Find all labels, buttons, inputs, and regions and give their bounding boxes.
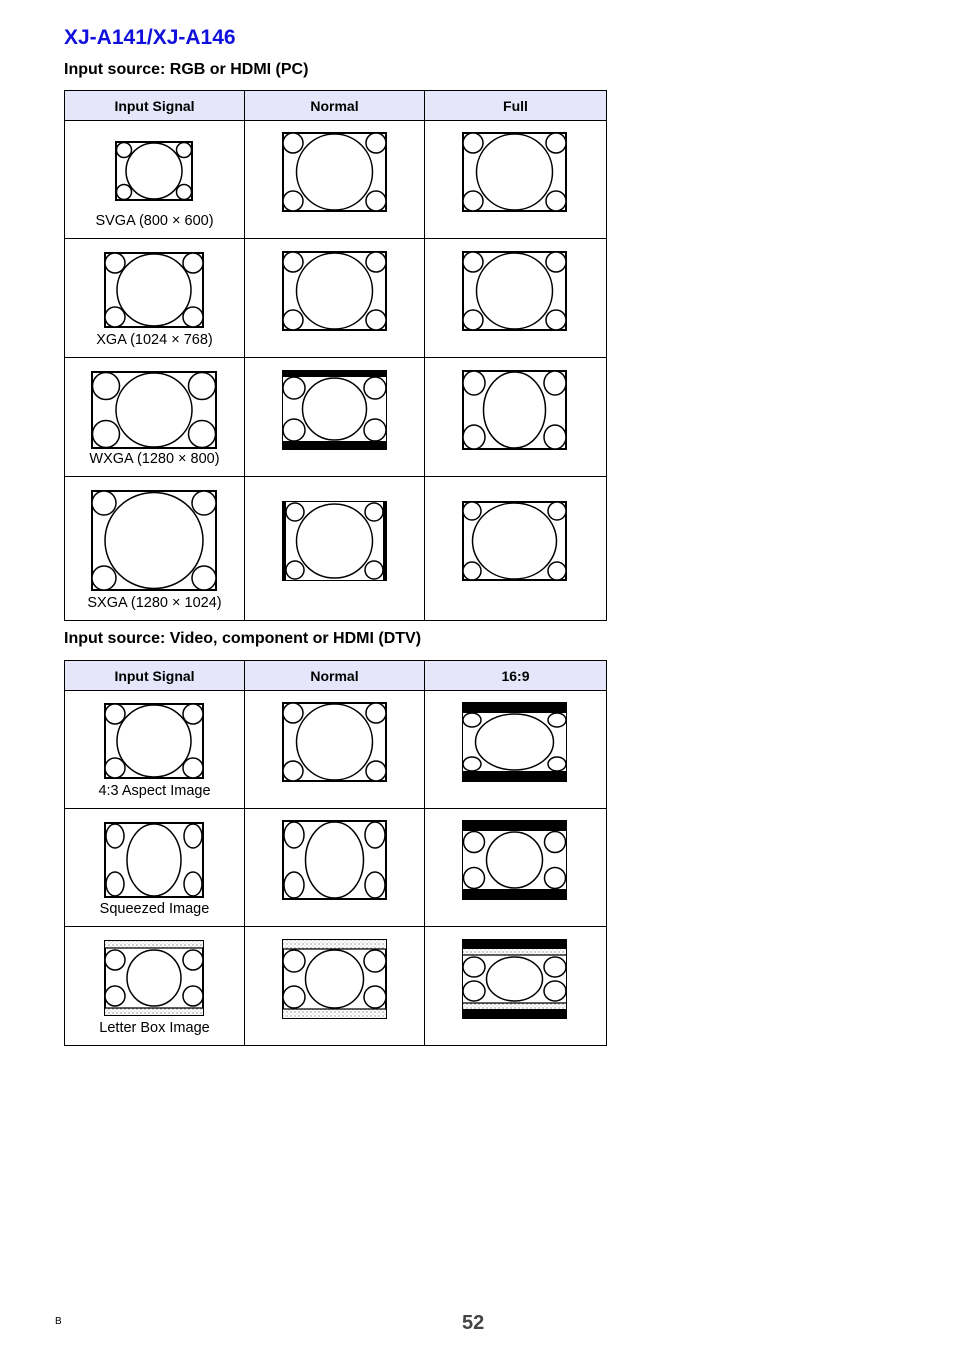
full-cell	[425, 477, 607, 621]
normal-cell	[245, 691, 425, 809]
table-row	[65, 809, 607, 927]
sxga-normal-diagram	[282, 501, 387, 581]
column-header: Normal	[245, 661, 425, 691]
squeezed-16-9-diagram	[462, 820, 567, 900]
column-header: Input Signal	[65, 661, 245, 691]
signal-caption: 4:3 Aspect Image	[98, 783, 211, 799]
table-header-row	[65, 661, 607, 691]
svga-normal-diagram	[282, 132, 387, 212]
normal-cell	[245, 477, 425, 621]
aspect-4-3-normal-diagram	[282, 702, 387, 782]
wxga-normal-diagram	[282, 370, 387, 450]
ratio-16-9-cell	[425, 809, 607, 927]
signal-caption: Letter Box Image	[99, 1020, 210, 1036]
input-signal-cell	[65, 809, 245, 927]
xga-full-diagram	[462, 251, 567, 331]
svga-input-diagram	[115, 141, 193, 201]
input-signal-cell	[65, 927, 245, 1046]
normal-cell	[245, 121, 425, 239]
squeezed-input-diagram	[104, 822, 204, 898]
signal-caption: SXGA (1280 × 1024)	[87, 595, 222, 611]
column-header: Full	[425, 91, 607, 121]
input-signal-cell	[65, 691, 245, 809]
page-number: 52	[462, 1312, 485, 1334]
section-heading-pc: Input source: RGB or HDMI (PC)	[64, 61, 309, 78]
table-row	[65, 121, 607, 239]
signal-caption: XGA (1024 × 768)	[96, 332, 213, 348]
xga-normal-diagram	[282, 251, 387, 331]
normal-cell	[245, 239, 425, 358]
column-header: 16:9	[425, 661, 607, 691]
full-cell	[425, 121, 607, 239]
signal-caption: SVGA (800 × 600)	[95, 213, 214, 229]
letter-box-16-9-diagram	[462, 939, 567, 1019]
normal-cell	[245, 927, 425, 1046]
full-cell	[425, 358, 607, 477]
ratio-16-9-cell	[425, 927, 607, 1046]
wxga-input-diagram	[91, 371, 217, 449]
input-signal-cell	[65, 358, 245, 477]
column-header: Input Signal	[65, 91, 245, 121]
section-heading-dtv: Input source: Video, component or HDMI (DTV)	[64, 630, 422, 647]
sxga-full-diagram	[462, 501, 567, 581]
input-signal-cell	[65, 239, 245, 358]
table-pc-input	[64, 90, 607, 621]
table-row	[65, 691, 607, 809]
footer-mark: B	[55, 1316, 62, 1327]
page-title: XJ-A141/XJ-A146	[64, 26, 236, 49]
squeezed-normal-diagram	[282, 820, 387, 900]
table-row	[65, 239, 607, 358]
letter-box-input-diagram	[104, 940, 204, 1016]
ratio-16-9-cell	[425, 691, 607, 809]
full-cell	[425, 239, 607, 358]
table-row	[65, 358, 607, 477]
signal-caption: WXGA (1280 × 800)	[89, 451, 220, 467]
table-row	[65, 927, 607, 1046]
column-header: Normal	[245, 91, 425, 121]
signal-caption: Squeezed Image	[99, 901, 210, 917]
table-dtv-input	[64, 660, 607, 1046]
aspect-4-3-16-9-diagram	[462, 702, 567, 782]
letter-box-normal-diagram	[282, 939, 387, 1019]
normal-cell	[245, 809, 425, 927]
wxga-full-diagram	[462, 370, 567, 450]
normal-cell	[245, 358, 425, 477]
input-signal-cell	[65, 121, 245, 239]
sxga-input-diagram	[91, 490, 217, 591]
svga-full-diagram	[462, 132, 567, 212]
xga-input-diagram	[104, 252, 204, 328]
table-row	[65, 477, 607, 621]
input-signal-cell	[65, 477, 245, 621]
table-header-row	[65, 91, 607, 121]
aspect-4-3-input-diagram	[104, 703, 204, 779]
